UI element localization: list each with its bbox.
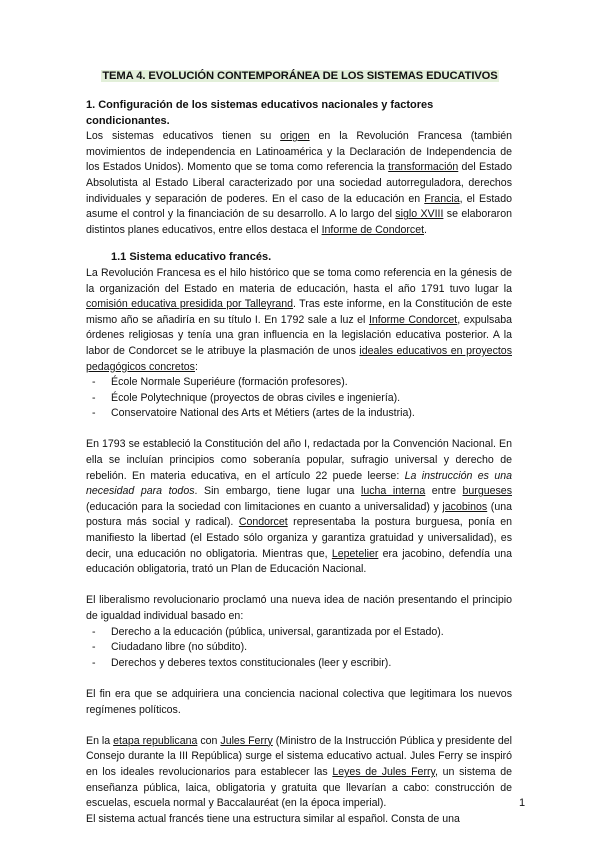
- text: era jacobino, defendía una educación obligatoria, trató un Plan de Educación Nacional.: [86, 547, 512, 576]
- title-highlight: TEMA 4. EVOLUCIÓN CONTEMPORÁNEA DE LOS SISTEMAS EDUCATIVOS: [102, 70, 498, 82]
- underlined-term: burgueses: [462, 485, 512, 498]
- underlined-term: Lepetelier: [331, 547, 379, 560]
- principles-list: [86, 625, 512, 672]
- text: se elaboraron distintos planes educativos, entre ellos destaca el: [86, 208, 512, 236]
- text: :: [194, 360, 198, 373]
- section-1-1-paragraph-3: El liberalismo revolucionario proclamó una nueva idea de nación presentando el principio de igualdad individual basado en:: [86, 594, 512, 622]
- list-item: - École Normale Superiéure (formación profesores).: [86, 375, 512, 391]
- underlined-term: siglo XVIII: [395, 208, 444, 221]
- section-1-1-paragraph-4: El fin era que se adquiriera una conciencia nacional colectiva que legitimara los nuevos regímenes políticos.: [86, 687, 512, 716]
- text: representaba la postura burguesa, ponía en manifiesto la libertad (el Estado sólo organiza y garantiza gratuidad y universalidad), es decir, una educación no obligatoria. Mientras que,: [86, 516, 512, 560]
- section-1-1-paragraph-2: [86, 437, 512, 577]
- text: .: [424, 223, 427, 236]
- underlined-term: etapa republicana: [113, 734, 198, 747]
- document-title: [0, 70, 600, 82]
- text: En 1793 se estableció la Constitución del año I, redactada por la Convención Nacional. En ella se incluían principios como soberanía popular, sufragio universal y derecho de rebelión. En materia educativa, en el artículo 22 puede leerse:: [86, 438, 512, 482]
- underlined-term: Leyes de Jules Ferry: [332, 765, 436, 778]
- list-item: - Ciudadano libre (no súbdito).: [86, 640, 512, 656]
- list-item: - Conservatoire National des Arts et Métiers (artes de la industria).: [86, 406, 512, 422]
- section-1-1-paragraph-5: [86, 734, 512, 812]
- institutions-list: [86, 375, 512, 422]
- section-1-paragraph: [86, 129, 512, 238]
- section-1-1-paragraph-1: [86, 266, 512, 375]
- underlined-term: Francia: [424, 192, 460, 205]
- document-body: [86, 98, 512, 827]
- text: en la Revolución Francesa (también movimientos de independencia en Latinoamérica y la Declaración de Independencia de los Estados Unidos). Momento que se toma como referencia la: [86, 130, 513, 174]
- section-1-1-heading: 1.1 Sistema educativo francés.: [111, 251, 272, 264]
- underlined-term: transformación: [388, 161, 459, 174]
- text: En la: [86, 734, 114, 747]
- list-item: - École Polytechnique (proyectos de obras civiles e ingeniería).: [86, 391, 512, 407]
- underlined-term: Informe de Condorcet: [321, 223, 425, 236]
- underlined-term: Jules Ferry: [220, 734, 273, 747]
- underlined-term: Condorcet: [238, 516, 288, 529]
- text: . Sin embargo, tiene lugar una: [194, 485, 361, 498]
- page-number: 1: [519, 797, 526, 809]
- text: entre: [425, 485, 463, 498]
- text: (una postura más social y radical).: [86, 500, 512, 529]
- text: con: [197, 734, 221, 747]
- list-item: - Derecho a la educación (pública, universal, garantizada por el Estado).: [86, 625, 512, 641]
- text: , el Estado asume el control y la financiación de su desarrollo. A lo largo del: [86, 192, 512, 221]
- text: (educación para la sociedad con limitaciones en cuanto a universalidad) y: [86, 500, 443, 513]
- underlined-term: Informe Condorcet: [368, 313, 458, 326]
- underlined-term: origen: [280, 130, 310, 143]
- italic-quote: La instrucción es una necesidad para todos: [86, 469, 512, 498]
- text: Los sistemas educativos tienen su: [86, 130, 281, 143]
- underlined-term: jacobinos: [442, 500, 488, 513]
- underlined-term: ideales educativos en proyectos pedagógicos concretos: [86, 344, 512, 373]
- section-1-1-paragraph-6: El sistema actual francés tiene una estructura similar al español. Consta de una: [86, 812, 460, 825]
- list-item: - Derechos y deberes textos constitucionales (leer y escribir).: [86, 656, 512, 672]
- text: (Ministro de la Instrucción Pública y presidente del Consejo durante la III República) surge el sistema educativo actual. Jules Ferry se inspiró en los ideales revolucionarios para establecer las: [86, 734, 512, 778]
- text: , un sistema de enseñanza pública, laica, obligatoria y gratuita que llevarían a cabo: construcción de escuelas, escuela normal y Baccalauréat (en la época imperial).: [86, 765, 513, 810]
- underlined-term: comisión educativa presidida por Talleyrand: [86, 298, 294, 311]
- text: del Estado Absolutista al Estado Liberal caracterizado por una sociedad autorreguladora, derechos individuales y separación de poderes. En el caso de la educación en: [86, 161, 512, 205]
- text: . Tras este informe, en la Constitución de este mismo año se añadiría en su título I. En 1792 sale a luz el: [86, 298, 512, 326]
- text: La Revolución Francesa es el hilo histórico que se toma como referencia en la génesis de la organización del Estado en materia de educación, hasta el año 1791 tuvo lugar la: [86, 266, 512, 295]
- section-1-heading: 1. Configuración de los sistemas educativos nacionales y factores condicionantes.: [86, 99, 434, 127]
- underlined-term: lucha interna: [361, 485, 426, 498]
- text: , expulsaba órdenes religiosas y tenía una gran influencia en la legislación educativa posterior. A la labor de Condorcet se le atribuye la plasmación de unos: [86, 313, 512, 357]
